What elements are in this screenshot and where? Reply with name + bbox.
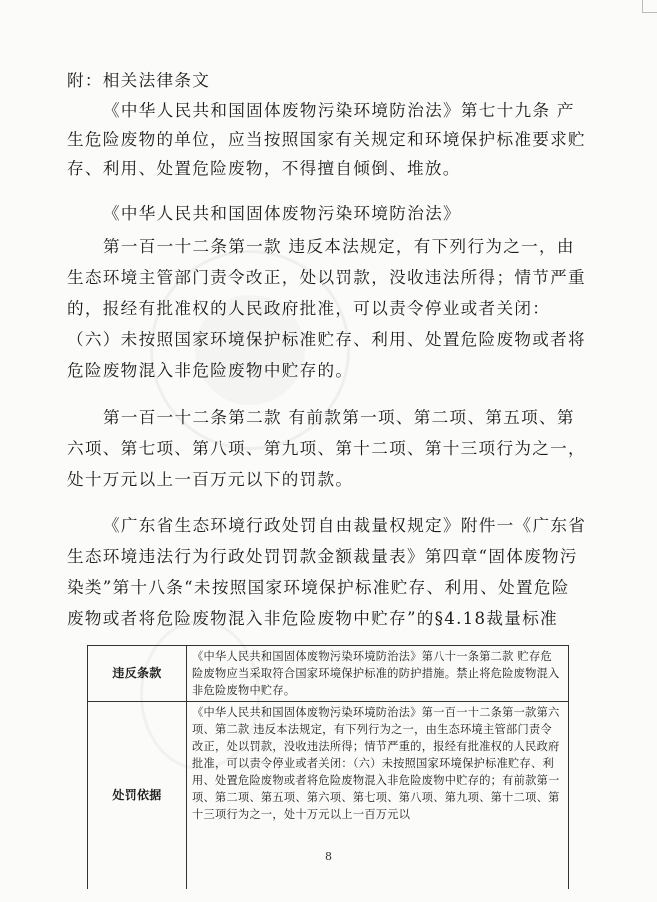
penalty-basis-label: 处罚依据 <box>88 702 187 890</box>
page-number: 8 <box>325 850 332 863</box>
table-row <box>88 646 569 702</box>
violation-clause-label: 违反条款 <box>88 646 187 702</box>
violation-clause-content: 《中华人民共和国固体废物污染环境防治法》第八十一条第二款 贮存危险废物应当采取符合国家环境保护标准的防护措施。禁止将危险废物混入非危险废物中贮存。 <box>187 646 569 702</box>
article-112-clause-1-paragraph: 第一百一十二条第一款 违反本法规定，有下列行为之一，由生态环境主管部门责令改正，处以罚款，没收违法所得；情节严重的，报经有批准权的人民政府批准，可以责令停业或者关闭：（六）未按照国家环境保护标准贮存、利用、处置危险废物或者将危险废物混入非危险废物中贮存的。 <box>67 237 586 380</box>
corner-mark <box>642 0 657 13</box>
law-title-paragraph: 《中华人民共和国固体废物污染环境防治法》 <box>103 204 461 223</box>
article-112-clause-2-paragraph: 第一百一十二条第二款 有前款第一项、第二项、第五项、第六项、第七项、第八项、第九项、第十二项、第十三项行为之一，处十万元以上一百万元以下的罚款。 <box>67 408 586 489</box>
discretion-standard-paragraph: 《广东省生态环境行政处罚自由裁量权规定》附件一《广东省生态环境违法行为行政处罚罚款金额裁量表》第四章“固体废物污染类”第十八条“未按照国家环境保护标准贮存、利用、处置危险废物或者将危险废物混入非危险废物中贮存”的§4.18裁量标准 <box>67 516 587 628</box>
appendix-heading: 附：相关法律条文 <box>67 71 211 90</box>
penalty-basis-content: 《中华人民共和国固体废物污染环境防治法》第一百一十二条第一款第六项、第二款 违反本法规定，有下列行为之一，由生态环境主管部门责令改正，处以罚款，没收违法所得；情节严重的，报经有批准权的人民政府批准，可以责令停业或者关闭：（六）未按照国家环境保护标准贮存、利用、处置危险废物或者将危险废物混入非危险废物中贮存的；有前款第一项、第二项、第五项、第六项、第七项、第八项、第九项、第十二项、第十三项行为之一，处十万元以上一百万元以 <box>187 702 569 890</box>
article-79-paragraph: 《中华人民共和国固体废物污染环境防治法》第七十九条 产生危险废物的单位，应当按照国家有关规定和环境保护标准要求贮存、利用、处置危险废物，不得擅自倾倒、堆放。 <box>67 101 586 178</box>
